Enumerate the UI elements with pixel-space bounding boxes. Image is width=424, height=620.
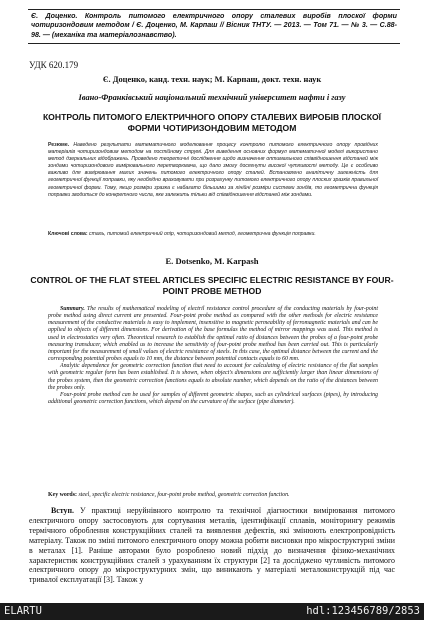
abstract-en-lead: Summary. — [60, 306, 85, 312]
citation-block: Є. Доценко. Контроль питомого електричного опору сталевих виробів плоскої форми чотиризондовим методом / Є. Доценко, М. Карпаш // Вісник ТНТУ. — 2013. — Том 71. — № 3. — С.88-98. — (механіка та матеріалознавство). — [28, 9, 400, 44]
abstract-en-paragraph-3: Four-point probe method can be used for samples of different geometric shapes, such as cylindrical surfaces (pipes), by introducing additional geometric correction functions, which depend on the curvature of the surface (pipe diameter). — [48, 391, 378, 406]
abstract-en — [48, 306, 378, 406]
keywords-en — [48, 492, 378, 499]
intro-text: У практиці неруйнівного контролю та технічної діагностики вимірювання питомого електричного опору застосовують для сортування металів, ідентифікації сплавів, моніторингу режимів термічного оброблення конструкційних сталей та виявлення дефектів, які змінюють електропровідність матеріалу. Також по зміні питомого електричного опору можна робити висновки про мікроструктурні зміни в металах [1]. Раніше авторами було розроблено новий підхід до визначення фізико-механічних характеристик конструкційних сталей з урахуванням їх структури [2] та досліджено чутливість питомого електричного опору до мікроструктурних змін, що виникають у матеріалі металоконструкцій під час тривалої експлуатації [3]. Також у — [29, 506, 395, 585]
abstract-en-paragraph-2: Analytic dependence for geometric correction function that need to account for calculating of electric resistance of the flat samples with geometric regular form has been established. It is shown, when object's dimensions are sufficiently larger than linear dimensions of the probes system, then the geometric correction functions equals to absolute number, which depends on the ratio of the distances between the probes only. — [48, 363, 378, 391]
keywords-en-lead: Key words: — [48, 492, 77, 498]
abstract-ua — [48, 142, 378, 199]
abstract-en-paragraph-1 — [48, 306, 378, 363]
keywords-ua-text: сталь, питомий електричний опір, чотиризондовий метод, геометрична функція поправки. — [89, 231, 316, 237]
keywords-ua-lead: Ключові слова: — [48, 231, 88, 237]
repository-name: ELARTU — [4, 605, 42, 617]
keywords-en-text: steel, specific electric resistance, four-point probe method, geometric correction function. — [78, 492, 290, 498]
authors-en: E. Dotsenko, M. Karpash — [165, 256, 259, 266]
title-ua: КОНТРОЛЬ ПИТОМОГО ЕЛЕКТРИЧНОГО ОПОРУ СТАЛЕВИХ ВИРОБІВ ПЛОСКОЇ ФОРМИ ЧОТИРИЗОНДОВИМ МЕТОДОМ — [42, 112, 382, 133]
abstract-ua-lead: Резюме. — [48, 142, 70, 148]
affiliation-ua: Івано-Франківський національний технічний університет нафти і газу — [78, 93, 346, 102]
title-en: CONTROL OF THE FLAT STEEL ARTICLES SPECIFIC ELECTRIC RESISTANCE BY FOUR-POINT PROBE METHOD — [30, 275, 394, 296]
udc-code: УДК 620.179 — [29, 60, 79, 70]
abstract-en-text-1: The results of mathematical modeling of electril resistance control procedure of the conducting materials by four-point probe method using direct current are presented. Four-point probe method as compared with the other methods for electric resistance measurement of the conductive materials is easy to implement, insensitive to magnetic permeability of ferromagnetic materials and can be applied to objects of different dimensions. For derivation of the base formulas the method of mirror mappings was used. This method is used in electrostatics very often. Theoretical research to establish the optimal ratio of distances between the probes of a four-point probe measuring transducer, which enabled us to increase the sensitivity of four-point probe method has been carried out. This is particularly important for the measurement of small values of electric resistance of steels. In this case, the optimal distance between the current and the corresponding potential probes equals to 10 mm, the distance between potential contacts equals to 60 mm. — [48, 306, 378, 363]
intro-paragraph — [29, 506, 395, 585]
repository-footer — [0, 603, 424, 620]
authors-ua: Є. Доценко, канд. техн. наук; М. Карпаш, докт. техн. наук — [102, 75, 322, 84]
intro-section — [29, 506, 395, 585]
intro-lead: Вступ. — [51, 506, 75, 515]
keywords-ua — [48, 231, 378, 238]
handle-link[interactable]: hdl:123456789/2853 — [306, 605, 420, 617]
abstract-ua-text: Наведено результати математичного моделювання процесу контролю питомого електричного опору провідних матеріалів чотиризондовим методом на постійному струмі. Для виведення основних формул математичної моделі використано метод дзеркальних відображень. Проведено теоретичні дослідження щодо визначення оптимального співвідношення відстаней між зондами чотиризондового вимірювального перетворювача, що дало змогу досягнути високої чутливості методу. Це є особливо важливо для вимірювання малих значень питомого електричного опору сталей. Встановлено аналітичну залежність для геометричної функції поправки, яку необхідно враховувати при розрахунку питомого електричного опору плоских зразків правильної геометричної форми. Тому, якщо розміри зразка є набагато більшими за лінійні розміри системи зондів, то геометрична функція поправки зводиться до конкретного числа, яке залежить тільки від співвідношення відстаней між зондами. — [48, 142, 378, 198]
